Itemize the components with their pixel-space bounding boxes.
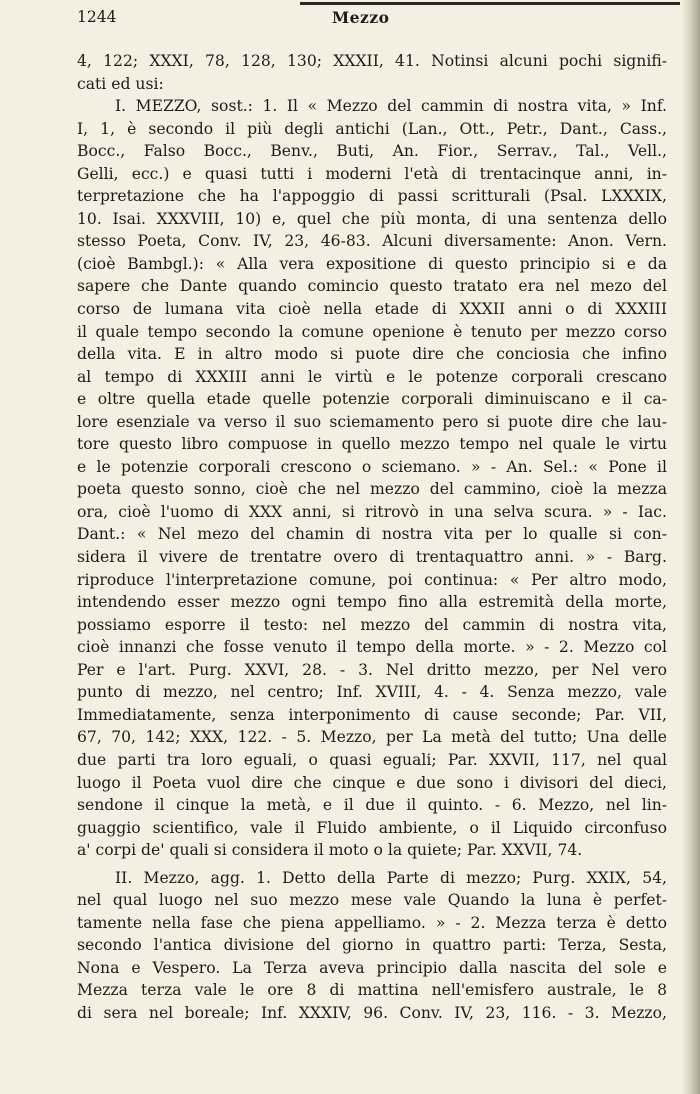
text-line: 4, 122; XXXI, 78, 128, 130; XXXII, 41. Notinsi alcuni pochi signifi- bbox=[77, 52, 667, 70]
dictionary-entry-text bbox=[77, 50, 667, 1025]
text-line: due parti tra loro eguali, o quasi eguali; Par. XXVII, 117, nel qual bbox=[77, 750, 667, 769]
text-line: guaggio scientifico, vale il Fluido ambiente, o il Liquido circonfuso bbox=[77, 818, 667, 837]
page-header bbox=[77, 8, 667, 30]
text-line: ora, cioè l'uomo di XXX anni, si ritrovò in una selva scura. » - Iac. bbox=[77, 502, 667, 521]
page-number: 1244 bbox=[77, 8, 117, 26]
text-line: 10. Isai. XXXVIII, 10) e, quel che più monta, di una sentenza dello bbox=[77, 209, 667, 228]
text-line: I. MEZZO, sost.: 1. Il « Mezzo del cammin di nostra vita, » Inf. bbox=[115, 97, 667, 116]
text-line: cioè innanzi che fosse venuto il tempo della morte. » - 2. Mezzo col bbox=[77, 638, 667, 657]
text-line: (cioè Bambgl.): « Alla vera expositione di questo principio si e da bbox=[77, 254, 667, 273]
running-title: Mezzo bbox=[332, 8, 390, 27]
text-line: della vita. E in altro modo si puote dire che conciosia che infino bbox=[77, 345, 667, 364]
text-line: possiamo esporre il testo: nel mezzo del cammin di nostra vita, bbox=[77, 615, 667, 634]
text-line: intendendo esser mezzo ogni tempo fino alla estremità della morte, bbox=[77, 593, 667, 612]
text-line: e le potenzie corporali crescono o sciemano. » - An. Sel.: « Pone il bbox=[77, 457, 667, 476]
text-line: cati ed usi: bbox=[77, 74, 164, 93]
text-line: nel qual luogo nel suo mezzo mese vale Quando la luna è perfet- bbox=[77, 891, 667, 910]
text-line: sidera il vivere de trentatre overo di trentaquattro anni. » - Barg. bbox=[77, 548, 667, 567]
text-line: sapere che Dante quando comincio questo tratato era nel mezo del bbox=[77, 277, 667, 296]
text-line: tamente nella fase che piena appelliamo. » - 2. Mezza terza è detto bbox=[77, 913, 667, 932]
text-line: sendone il cinque la metà, e il due il quinto. - 6. Mezzo, nel lin- bbox=[77, 796, 667, 815]
text-line: Per e l'art. Purg. XXVI, 28. - 3. Nel dritto mezzo, per Nel vero bbox=[77, 660, 667, 679]
text-line: secondo l'antica divisione del giorno in quattro parti: Terza, Sesta, bbox=[77, 936, 667, 955]
text-line: Gelli, ecc.) e quasi tutti i moderni l'età di trentacinque anni, in- bbox=[77, 164, 667, 183]
text-line: riproduce l'interpretazione comune, poi continua: « Per altro modo, bbox=[77, 570, 667, 589]
text-line: punto di mezzo, nel centro; Inf. XVIII, 4. - 4. Senza mezzo, vale bbox=[77, 683, 667, 702]
text-line: al tempo di XXXIII anni le virtù e le potenze corporali crescano bbox=[77, 367, 667, 386]
text-line: di sera nel boreale; Inf. XXXIV, 96. Conv. IV, 23, 116. - 3. Mezzo, bbox=[77, 1003, 667, 1022]
text-line: e oltre quella etade quelle potenzie corporali diminuiscano e il ca- bbox=[77, 390, 667, 409]
text-line: Nona e Vespero. La Terza aveva principio dalla nascita del sole e bbox=[77, 958, 667, 977]
text-line: a' corpi de' quali si considera il moto o la quiete; Par. XXVII, 74. bbox=[77, 841, 583, 860]
text-line: tore questo libro compuose in quello mezzo tempo nel quale le virtu bbox=[77, 435, 667, 454]
text-line: Mezza terza vale le ore 8 di mattina nell'emisfero australe, le 8 bbox=[77, 981, 667, 1000]
text-line: 67, 70, 142; XXX, 122. - 5. Mezzo, per La metà del tutto; Una delle bbox=[77, 728, 667, 747]
text-line: il quale tempo secondo la comune openione è tenuto per mezzo corso bbox=[77, 322, 667, 341]
page-edge-shadow bbox=[682, 0, 700, 1094]
text-line: poeta questo sonno, cioè che nel mezzo del cammino, cioè la mezza bbox=[77, 480, 667, 499]
text-line: I, 1, è secondo il più degli antichi (Lan., Ott., Petr., Dant., Cass., bbox=[77, 119, 667, 138]
text-line: terpretazione che ha l'appoggio di passi scritturali (Psal. LXXXIX, bbox=[77, 187, 667, 206]
text-line: luogo il Poeta vuol dire che cinque e due sono i divisori del dieci, bbox=[77, 773, 667, 792]
text-line: II. Mezzo, agg. 1. Detto della Parte di mezzo; Purg. XXIX, 54, bbox=[115, 868, 667, 887]
text-line: corso de lumana vita cioè nella etade di XXXII anni o di XXXIII bbox=[77, 300, 667, 319]
text-line: lore esenziale va verso il suo sciemamento pero si puote dire che lau- bbox=[77, 412, 667, 431]
text-line: Dant.: « Nel mezo del chamin di nostra vita per lo qualle si con- bbox=[77, 525, 667, 544]
header-rule bbox=[300, 2, 680, 5]
text-line: stesso Poeta, Conv. IV, 23, 46-83. Alcuni diversamente: Anon. Vern. bbox=[77, 232, 667, 251]
text-line: Bocc., Falso Bocc., Benv., Buti, An. Fior., Serrav., Tal., Vell., bbox=[77, 142, 667, 161]
text-line: Immediatamente, senza interponimento di cause seconde; Par. VII, bbox=[77, 705, 667, 724]
